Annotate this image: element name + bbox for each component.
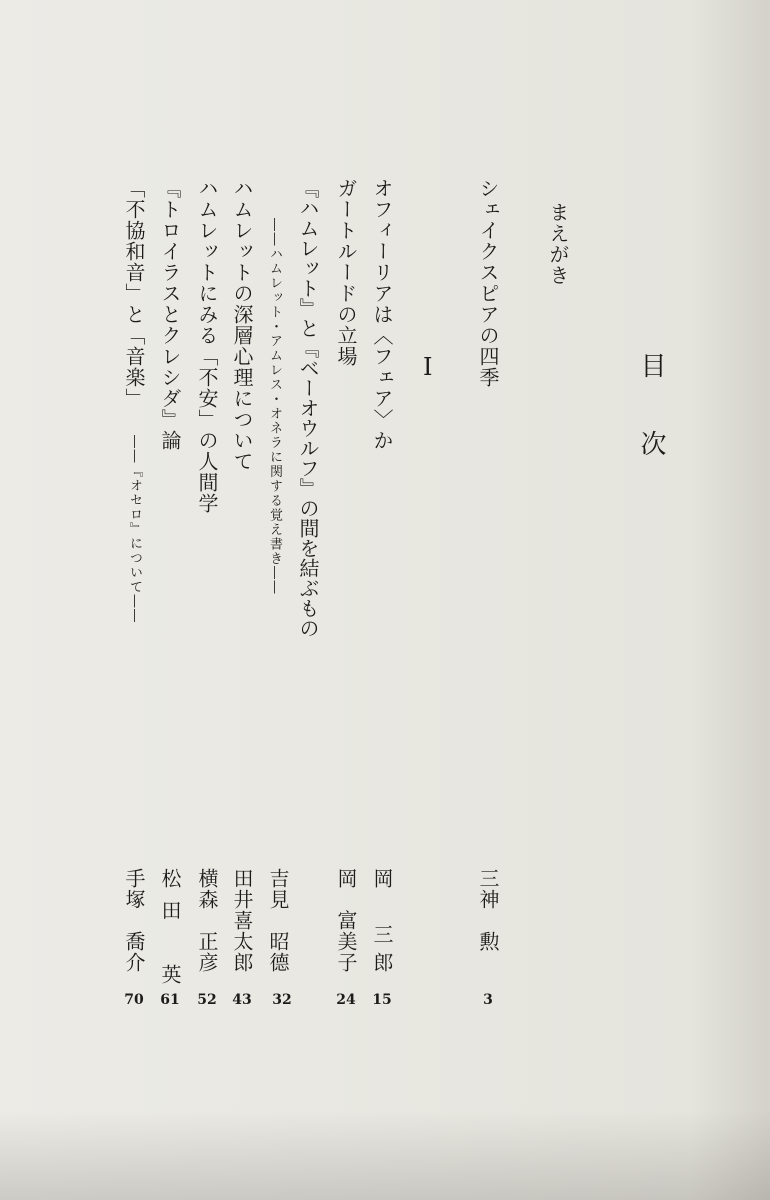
toc-entry-author: 横森 正彦 <box>195 868 219 973</box>
toc-entry-title: ハムレットの深層心理について <box>230 178 254 472</box>
toc-entry-title: 『トロイラスとクレシダ』論 <box>158 178 182 451</box>
toc-entry-title: 「不協和音」と「音楽」 <box>122 178 146 409</box>
toc-entry-page: 43 <box>232 992 252 1008</box>
section-label: I <box>423 353 433 381</box>
toc-entry-author: 岡 富美子 <box>334 868 358 973</box>
toc-entry-author: 松田 英 <box>158 868 182 996</box>
toc-entry-page: 24 <box>336 992 356 1008</box>
toc-entry-page: 3 <box>483 992 493 1008</box>
toc-entry-title: ハムレットにみる「不安」の人間学 <box>195 178 219 514</box>
leader-dots <box>237 478 243 862</box>
page-shadow <box>0 1110 770 1200</box>
toc-entry-author: 岡 三郎 <box>370 868 394 980</box>
toc-entry-author: 田井喜太郎 <box>230 868 254 973</box>
leader-dots <box>165 448 171 862</box>
toc-entry-subtitle: ――ハムレット・アムレス・オネラに関する覚え書き―― <box>267 218 282 595</box>
toc-entry-author: 三神 勲 <box>476 868 500 952</box>
toc-entry-author: 吉見 昭德 <box>266 868 290 973</box>
leader-dots <box>341 367 347 862</box>
leader-dots <box>377 450 383 862</box>
leader-dots <box>202 520 208 862</box>
toc-entry-title: 『ハムレット』と『ベーオウルフ』の間を結ぶもの <box>296 178 320 638</box>
toc-entry-subtitle: ――『オセロ』について―― <box>127 435 142 624</box>
toc-entry-title: オフィーリアは〈フェア〉か <box>370 178 394 451</box>
toc-entry-page: 61 <box>160 992 180 1008</box>
page-shadow <box>690 0 770 1200</box>
leader-dots <box>483 392 489 862</box>
toc-entry-title: ガートルードの立場 <box>334 178 358 367</box>
preface-label: まえがき <box>546 202 570 286</box>
leader-dots <box>273 620 279 862</box>
toc-entry-page: 32 <box>272 992 292 1008</box>
toc-entry-page: 70 <box>124 992 144 1008</box>
leader-dots <box>129 625 135 862</box>
toc-title: 目次 <box>636 352 666 508</box>
toc-entry-author: 手塚 喬介 <box>122 868 146 973</box>
toc-entry-title: シェイクスピアの四季 <box>476 178 500 388</box>
toc-entry-page: 15 <box>372 992 392 1008</box>
toc-entry-page: 52 <box>197 992 217 1008</box>
